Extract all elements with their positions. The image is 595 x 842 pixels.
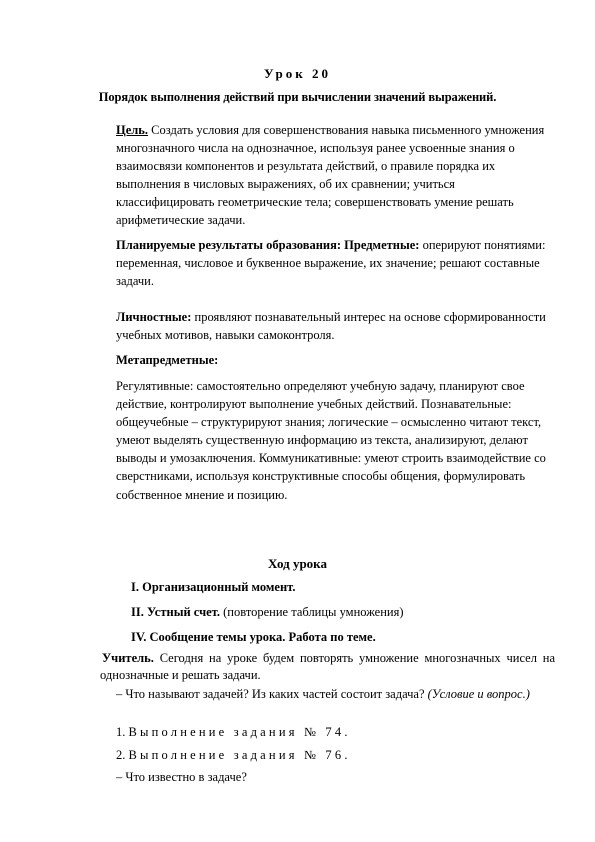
task-74-num: 1. bbox=[116, 725, 129, 739]
personal-text: проявляют познавательный интерес на основе сформированности учебных мотивов, навыки самоконтроля. bbox=[116, 310, 546, 343]
task-76-num: 2. bbox=[116, 748, 129, 762]
task-76 bbox=[116, 748, 351, 763]
goal-label: Цель. bbox=[116, 123, 149, 137]
question-1-text: – Что называют задачей? Из каких частей состоит задача? bbox=[116, 687, 428, 701]
personal-paragraph bbox=[116, 308, 551, 344]
lesson-number: Урок 20 bbox=[264, 66, 331, 81]
lesson-topic: Порядок выполнения действий при вычислении значений выражений. bbox=[98, 90, 497, 104]
planned-results-paragraph bbox=[116, 236, 551, 290]
stage-topic-message: IV. Сообщение темы урока. Работа по теме. bbox=[131, 630, 376, 644]
teacher-paragraph bbox=[100, 650, 555, 684]
course-title: Ход урока bbox=[268, 556, 327, 571]
answer-1: (Условие и вопрос.) bbox=[427, 687, 530, 701]
oral-label: II. Устный счет. bbox=[131, 605, 221, 619]
oral-note: (повторение таблицы умножения) bbox=[220, 605, 404, 619]
task-76-text: Выполнение задания № 76. bbox=[128, 748, 351, 762]
task-74-text: Выполнение задания № 74. bbox=[128, 725, 351, 739]
teacher-text: Сегодня на уроке будем повторять умножение многозначных чисел на однозначные и решать задачи. bbox=[100, 651, 555, 682]
question-1 bbox=[100, 686, 555, 703]
personal-label: Личностные: bbox=[116, 310, 192, 324]
teacher-label: Учитель. bbox=[102, 651, 154, 665]
meta-paragraph: Регулятивные: самостоятельно определяют учебную задачу, планируют свое действие, контролируют выполнение учебных действий. Познавательные: общеучебные – структурируют знания; логические – осмысленно читают текст, умеют выделять существенную информацию из текста, анализируют, делают выводы и умозаключения. Коммуникативные: умеют строить взаимодействие со сверстниками, используя конструктивные способы общения, формулировать собственное мнение и позицию. bbox=[116, 379, 546, 502]
goal-paragraph bbox=[116, 121, 551, 230]
stage-organizational: I. Организационный момент. bbox=[131, 580, 296, 594]
stage-oral-count bbox=[131, 605, 404, 620]
goal-text: Создать условия для совершенствования навыка письменного умножения многозначного числа на однозначное, используя ранее усвоенные знания о взаимосвязи компонентов и результата действий, о правиле порядка их выполнения в числовых выражениях, об их сравнении; учиться классифицировать геометрические тела; совершенствовать умение решать арифметические задачи. bbox=[116, 123, 545, 228]
planned-label: Планируемые результаты образования: Предметные: bbox=[116, 238, 420, 252]
meta-label: Метапредметные: bbox=[116, 353, 219, 367]
question-2: – Что известно в задаче? bbox=[116, 770, 247, 784]
planned-text: оперируют понятиями: переменная, числовое и буквенное выражение, их значение; решают составные задачи. bbox=[116, 238, 546, 289]
task-74 bbox=[116, 725, 351, 740]
